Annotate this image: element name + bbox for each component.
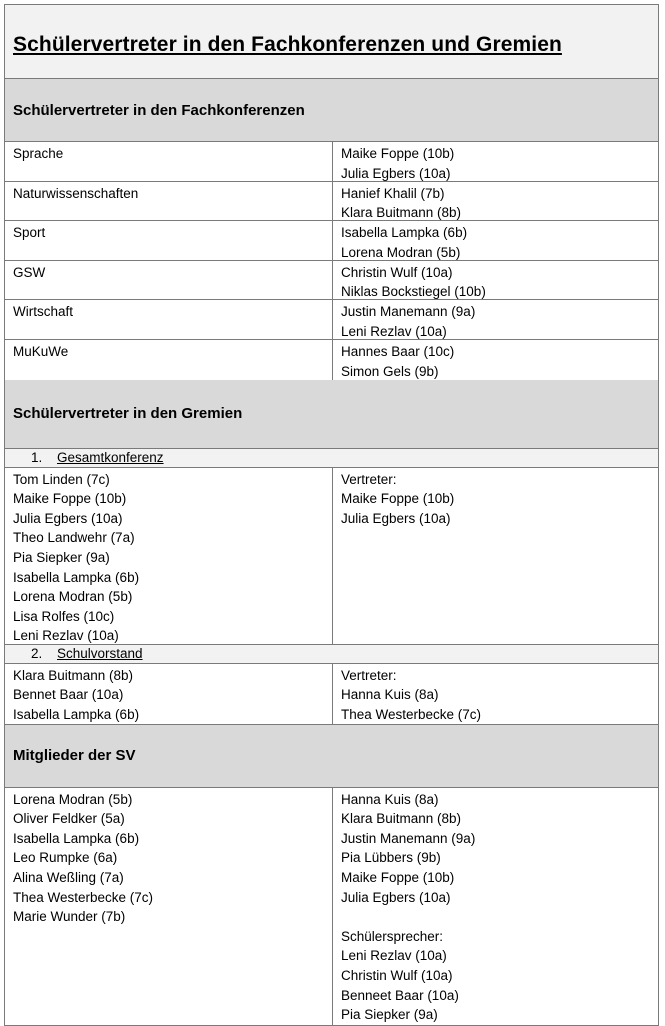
name-entry: Isabella Lampka (6b) xyxy=(13,569,140,585)
representatives-cell xyxy=(333,300,658,339)
document-title: Schülervertreter in den Fachkonferenzen und Gremien xyxy=(13,33,562,56)
name-entry: Klara Buitmann (8b) xyxy=(341,205,462,221)
gesamtkonferenz-members xyxy=(5,468,333,644)
section-heading: Schülervertreter in den Gremien xyxy=(13,405,243,423)
subject-label: Wirtschaft xyxy=(13,304,74,320)
name-entry: Lorena Modran (5b) xyxy=(13,791,133,807)
subheading-label: Schulvorstand xyxy=(57,645,143,661)
section-heading: Mitglieder der SV xyxy=(13,747,136,765)
name-entry: Julia Egbers (10a) xyxy=(341,889,451,905)
name-entry: Hannes Baar (10c) xyxy=(341,343,455,359)
section-heading: Schülervertreter in den Fachkonferenzen xyxy=(13,101,305,119)
name-entry: Lorena Modran (5b) xyxy=(341,244,461,260)
document-table xyxy=(4,4,659,1026)
name-entry: Bennet Baar (10a) xyxy=(13,687,124,703)
title-cell xyxy=(5,5,658,79)
subject-label: MuKuWe xyxy=(13,343,69,359)
table-row xyxy=(5,261,658,301)
name-entry: Christin Wulf (10a) xyxy=(341,967,453,983)
name-entry: Klara Buitmann (8b) xyxy=(341,811,462,827)
sv-members-left xyxy=(5,788,333,1025)
name-entry: Leni Rezlav (10a) xyxy=(13,628,119,644)
deputies-label: Vertreter: xyxy=(341,471,397,487)
name-entry: Leni Rezlav (10a) xyxy=(341,323,447,339)
sv-members-row xyxy=(5,788,658,1025)
name-entry: Julia Egbers (10a) xyxy=(341,165,451,181)
name-entry: Hanief Khalil (7b) xyxy=(341,185,445,201)
name-entry: Julia Egbers (10a) xyxy=(341,510,451,526)
list-number: 2. xyxy=(31,645,43,661)
name-entry: Theo Landwehr (7a) xyxy=(13,530,135,546)
table-row xyxy=(5,221,658,261)
subject-cell xyxy=(5,261,333,300)
subheading-gesamtkonferenz xyxy=(5,449,658,468)
name-entry: Lisa Rolfes (10c) xyxy=(13,608,115,624)
table-row xyxy=(5,300,658,340)
list-number: 1. xyxy=(31,449,43,465)
name-entry: Niklas Bockstiegel (10b) xyxy=(341,284,486,300)
name-entry: Benneet Baar (10a) xyxy=(341,987,459,1003)
subject-cell xyxy=(5,182,333,221)
table-row xyxy=(5,142,658,182)
name-entry: Christin Wulf (10a) xyxy=(341,264,453,280)
representatives-cell xyxy=(333,182,658,221)
subject-cell xyxy=(5,340,333,380)
schulvorstand-members xyxy=(5,664,333,724)
name-entry: Pia Siepker (9a) xyxy=(13,549,110,565)
table-row xyxy=(5,182,658,222)
subject-label: Sprache xyxy=(13,146,64,161)
name-entry: Alina Weßling (7a) xyxy=(13,869,124,885)
name-entry: Marie Wunder (7b) xyxy=(13,909,126,925)
subject-label: Sport xyxy=(13,225,46,241)
section-gremien xyxy=(5,380,658,449)
deputies-label: Vertreter: xyxy=(341,667,397,683)
name-entry: Pia Lübbers (9b) xyxy=(341,850,441,866)
speakers-label: Schülersprecher: xyxy=(341,928,444,944)
name-entry: Isabella Lampka (6b) xyxy=(13,706,140,722)
subheading-label: Gesamtkonferenz xyxy=(57,449,164,465)
name-entry: Justin Manemann (9a) xyxy=(341,830,476,846)
table-row xyxy=(5,340,658,380)
fachkonferenzen-rows xyxy=(5,142,658,380)
subject-cell xyxy=(5,142,333,181)
name-entry: Simon Gels (9b) xyxy=(341,363,439,379)
sv-members-right xyxy=(333,788,658,1025)
subheading-schulvorstand xyxy=(5,645,658,664)
subject-label: GSW xyxy=(13,264,46,280)
representatives-cell xyxy=(333,221,658,260)
name-entry: Lorena Modran (5b) xyxy=(13,589,133,605)
name-entry: Oliver Feldker (5a) xyxy=(13,811,125,827)
schulvorstand-deputies xyxy=(333,664,658,724)
gesamtkonferenz-deputies xyxy=(333,468,658,644)
section-sv xyxy=(5,725,658,788)
schulvorstand-row xyxy=(5,664,658,725)
name-entry: Hanna Kuis (8a) xyxy=(341,687,439,703)
representatives-cell xyxy=(333,261,658,300)
section-fachkonferenzen xyxy=(5,79,658,142)
name-entry: Isabella Lampka (6b) xyxy=(13,830,140,846)
name-entry: Isabella Lampka (6b) xyxy=(341,225,468,241)
name-entry: Leo Rumpke (6a) xyxy=(13,850,118,866)
name-entry: Hanna Kuis (8a) xyxy=(341,791,439,807)
representatives-cell xyxy=(333,340,658,380)
name-entry: Maike Foppe (10b) xyxy=(13,491,127,507)
name-entry: Thea Westerbecke (7c) xyxy=(13,889,154,905)
name-entry: Justin Manemann (9a) xyxy=(341,304,476,320)
name-entry: Maike Foppe (10b) xyxy=(341,869,455,885)
name-entry: Maike Foppe (10b) xyxy=(341,491,455,507)
subject-label: Naturwissenschaften xyxy=(13,185,139,201)
gesamtkonferenz-row xyxy=(5,468,658,645)
subject-cell xyxy=(5,300,333,339)
name-entry: Klara Buitmann (8b) xyxy=(13,667,134,683)
name-entry: Tom Linden (7c) xyxy=(13,471,110,487)
name-entry: Pia Siepker (9a) xyxy=(341,1007,438,1023)
subject-cell xyxy=(5,221,333,260)
representatives-cell xyxy=(333,142,658,181)
name-entry: Maike Foppe (10b) xyxy=(341,146,455,161)
name-entry: Thea Westerbecke (7c) xyxy=(341,706,482,722)
name-entry: Julia Egbers (10a) xyxy=(13,510,123,526)
name-entry: Leni Rezlav (10a) xyxy=(341,948,447,964)
